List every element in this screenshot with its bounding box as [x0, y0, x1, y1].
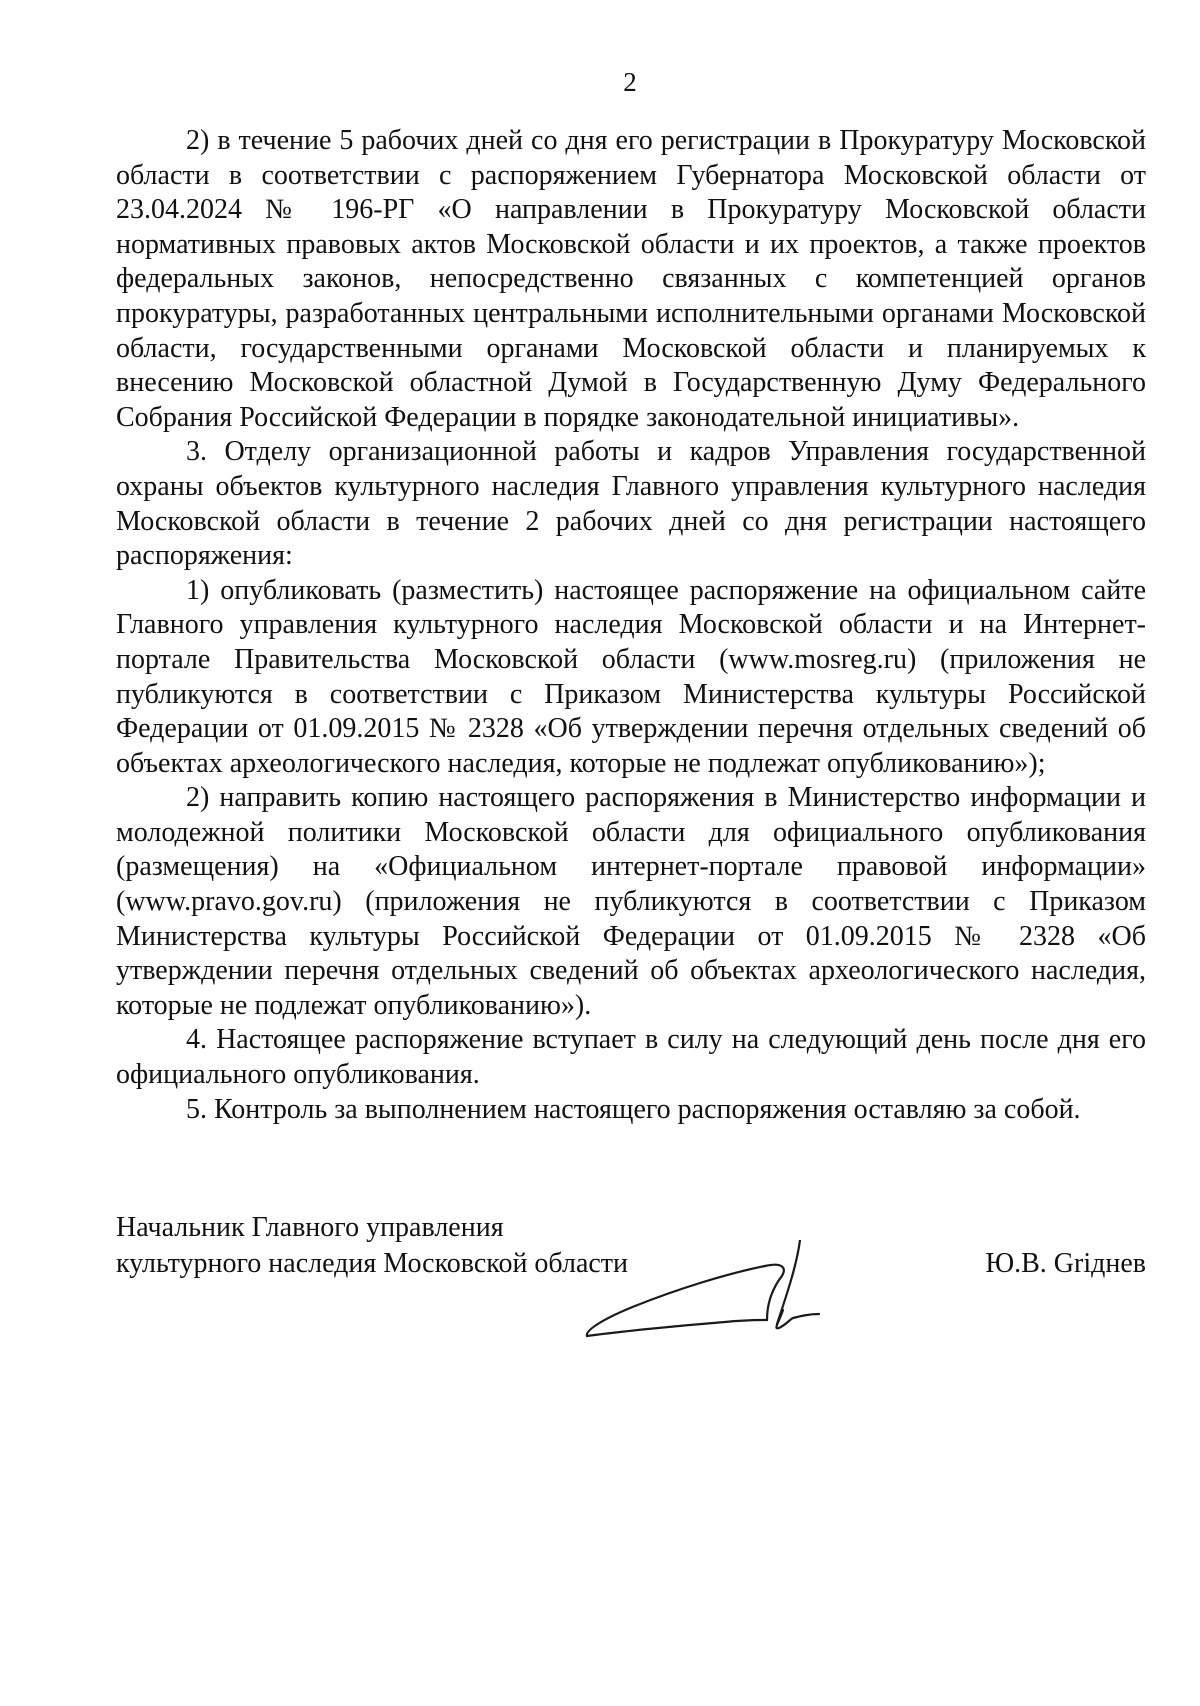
paragraph-item-4-effective: 4. Настоящее распоряжение вступает в силу на следующий день после дня его официального опубликования.: [116, 1024, 1146, 1091]
document-body: [116, 124, 1146, 1127]
signatory-name: Ю.В. Griднев: [985, 1248, 1146, 1279]
signatory-position-line-2: культурного наследия Московской области: [116, 1248, 629, 1279]
paragraph-subitem-1-publish: 1) опубликовать (разместить) настоящее распоряжение на официальном сайте Главного управления культурного наследия Московской области и на Интернет-портале Правительства Московской области (www.mosreg.ru) (приложения не публикуются в соответствии с Приказом Министерства культуры Российской Федерации от 01.09.2015 № 2328 «Об утверждении перечня отдельных сведений об объектах археологического наследия, которые не подлежат опубликованию»);: [116, 574, 1146, 779]
paragraph-item-2-prosecutor: 2) в течение 5 рабочих дней со дня его регистрации в Прокуратуру Московской области в соответствии с распоряжением Губернатора Московской области от 23.04.2024 № 196-РГ «О направлении в Прокуратуру Московской области нормативных правовых актов Московской области и их проектов, а также проектов федеральных законов, непосредственно связанных с компетенцией органов прокуратуры, разработанных центральными исполнительными органами Московской области, государственными органами Московской области и планируемых к внесению Московской областной Думой в Государственную Думу Федерального Собрания Российской Федерации в порядке законодательной инициативы».: [116, 125, 1146, 433]
handwritten-signature: [575, 1240, 875, 1350]
paragraph-item-5-control: 5. Контроль за выполнением настоящего распоряжения оставляю за собой.: [186, 1093, 1081, 1125]
paragraph-item-3-department: 3. Отделу организационной работы и кадров Управления государственной охраны объектов культурного наследия Главного управления культурного наследия Московской области в течение 2 рабочих дней со дня регистрации настоящего распоряжения:: [116, 436, 1146, 572]
paragraph-subitem-2-send-copy: 2) направить копию настоящего распоряжения в Министерство информации и молодежной политики Московской области для официального опубликования (размещения) на «Официальном интернет-портале правовой информации» (www.pravo.gov.ru) (приложения не публикуются в соответствии с Приказом Министерства культуры Российской Федерации от 01.09.2015 № 2328 «Об утверждении перечня отдельных сведений об объектах археологического наследия, которые не подлежат опубликованию»).: [116, 782, 1146, 1021]
signatory-position: [116, 1210, 628, 1282]
page-number: 2: [623, 67, 637, 97]
signatory-position-line-1: Начальник Главного управления: [116, 1212, 504, 1243]
